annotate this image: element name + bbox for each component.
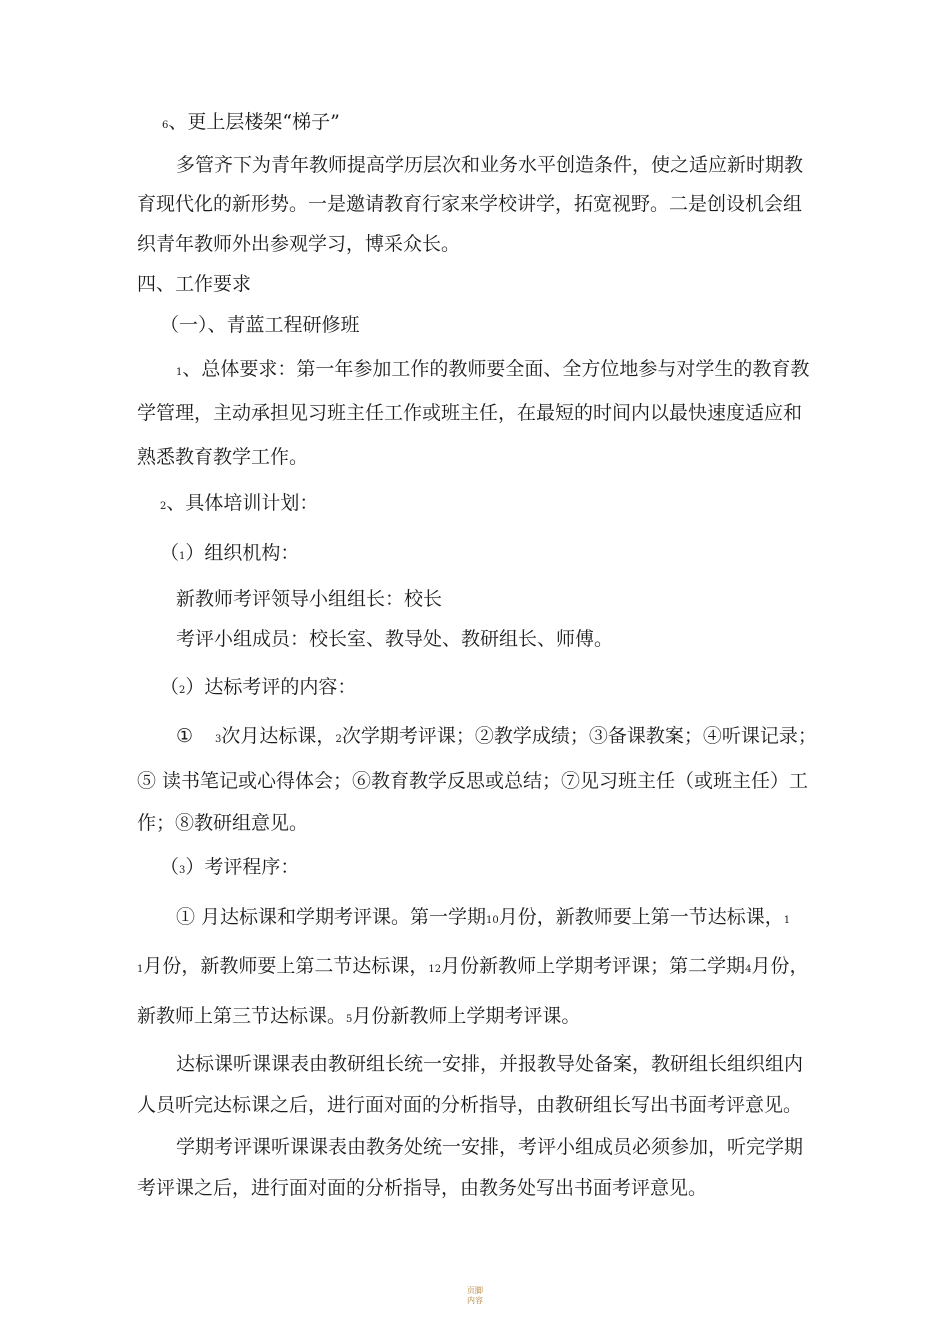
section-heading: 四、工作要求 [137, 273, 252, 295]
paragraph-line: ① 3次月达标课，2次学期考评课；②教学成绩；③备课教案；④听课记录； [176, 725, 817, 747]
subheading-2b: （2）达标考评的内容： [160, 676, 357, 698]
paragraph-line: 人员听完达标课之后，进行面对面的分析指导，由教研组长写出书面考评意见。 [137, 1094, 803, 1116]
paragraph-line: 1月份，新教师要上第二节达标课，12月份新教师上学期考评课；第二学期4月份， [137, 955, 809, 977]
paragraph-line: 熟悉教育教学工作。 [137, 446, 309, 468]
subheading-1: （1）组织机构： [160, 542, 300, 564]
paragraph-line: 织青年教师外出参观学习，博采众长。 [137, 233, 461, 255]
paragraph-line: 考评课之后，进行面对面的分析指导，由教务处写出书面考评意见。 [137, 1177, 708, 1199]
paragraph-line: 达标课听课课表由教研组长统一安排，并报教导处备案，教研组长组织组内 [176, 1053, 804, 1075]
paragraph-line: 学期考评课听课课表由教务处统一安排，考评小组成员必须参加，听完学期 [176, 1136, 804, 1158]
paragraph-line: 考评小组成员：校长室、教导处、教研组长、师傅。 [176, 628, 614, 650]
subheading-3: （3）考评程序： [160, 856, 300, 878]
subsection-heading: （一）、青蓝工程研修班 [160, 314, 360, 336]
footer-line: 内容 [467, 1296, 483, 1305]
paragraph-line: 新教师考评领导小组组长：校长 [176, 588, 443, 610]
subheading-2: 2、具体培训计划： [160, 492, 319, 514]
paragraph-line: 1、总体要求：第一年参加工作的教师要全面、全方位地参与对学生的教育教 [176, 358, 810, 380]
paragraph-line: 学管理，主动承担见习班主任工作或班主任，在最短的时间内以最快速度适应和 [137, 402, 803, 424]
footer-line: 页脚 [467, 1286, 483, 1295]
paragraph-line: 育现代化的新形势。一是邀请教育行家来学校讲学，拓宽视野。二是创设机会组 [137, 193, 803, 215]
heading-6: 6、更上层楼架“梯子” [162, 111, 340, 133]
paragraph-line: 多管齐下为青年教师提高学历层次和业务水平创造条件，使之适应新时期教 [176, 154, 804, 176]
paragraph-line: ⑤ 读书笔记或心得体会；⑥教育教学反思或总结；⑦见习班主任（或班主任）工 [137, 770, 809, 792]
paragraph-line: 新教师上第三节达标课。5月份新教师上学期考评课。 [137, 1005, 581, 1027]
paragraph-line: ① 月达标课和学期考评课。第一学期10月份，新教师要上第一节达标课，1 [176, 906, 791, 928]
page-footer [0, 1286, 950, 1306]
paragraph-line: 作；⑧教研组意见。 [137, 812, 309, 834]
